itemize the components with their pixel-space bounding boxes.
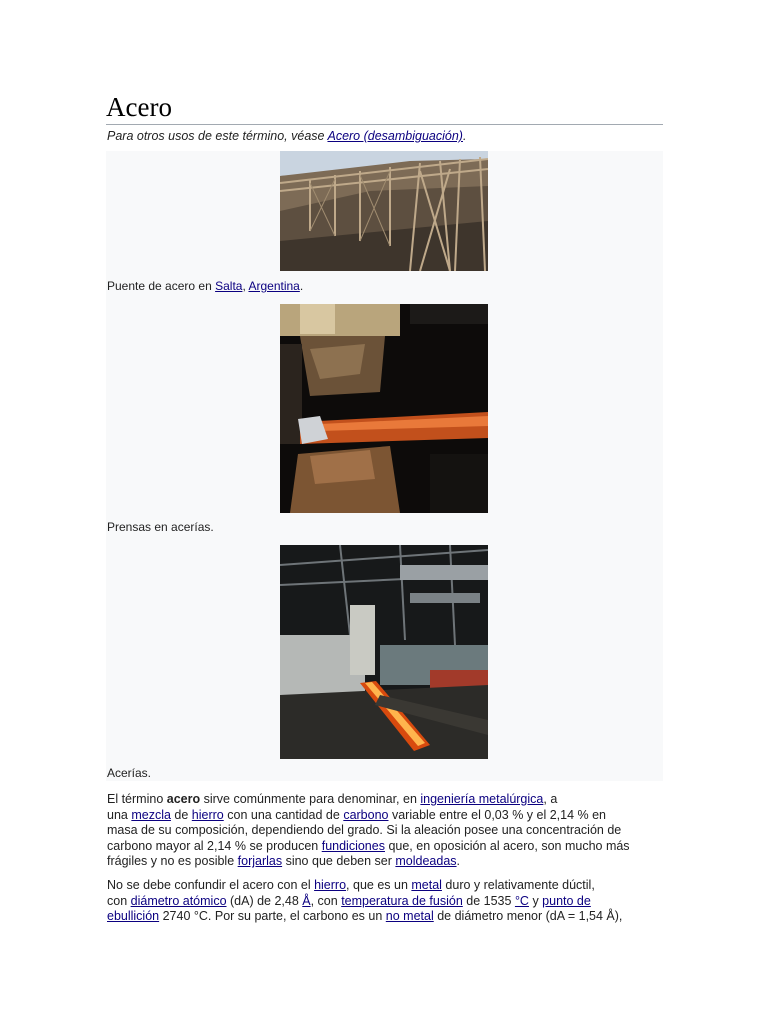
- second-paragraph: [107, 878, 663, 925]
- text-run: una: [107, 807, 132, 822]
- text-run: de diámetro menor (dA = 1,54 Å),: [433, 909, 623, 923]
- link-no-metal[interactable]: no metal: [385, 909, 434, 923]
- steel-mill-photo[interactable]: [280, 545, 488, 759]
- link-punto-de-ebullicion[interactable]: ebullición: [107, 909, 160, 923]
- text-run: con una cantidad de: [223, 807, 344, 822]
- text-run: variable entre el 0,03 % y el 2,14 % en: [388, 807, 606, 822]
- link-mezcla[interactable]: mezcla: [131, 807, 171, 822]
- caption-separator: ,: [242, 279, 249, 293]
- text-run: con: [107, 893, 131, 908]
- text-run: .: [456, 854, 461, 868]
- argentina-link[interactable]: Argentina: [248, 279, 300, 293]
- salta-link[interactable]: Salta: [215, 279, 243, 293]
- text-run: , que es un: [346, 878, 412, 892]
- caption-text: Puente de acero en: [107, 279, 216, 293]
- text-run: No se debe confundir el acero con el: [107, 878, 315, 892]
- bold-term: acero: [166, 792, 201, 806]
- steel-bridge-photo[interactable]: [280, 151, 488, 271]
- link-ingenieria-metalurgica[interactable]: ingeniería metalúrgica: [420, 792, 544, 806]
- text-run: duro y relativamente dúctil,: [441, 878, 595, 892]
- caption-suffix: .: [299, 279, 304, 293]
- mill-image: [280, 545, 488, 759]
- intro-paragraph: [107, 792, 663, 870]
- link-fundiciones[interactable]: fundiciones: [321, 838, 385, 853]
- figure-caption: Acerías.: [107, 766, 152, 780]
- link-forjarlas[interactable]: forjarlas: [237, 854, 283, 868]
- link-carbono[interactable]: carbono: [343, 807, 389, 822]
- link-moldeadas[interactable]: moldeadas: [395, 854, 457, 868]
- link-metal[interactable]: metal: [411, 878, 442, 892]
- link-diametro-atomico[interactable]: diámetro atómico: [130, 893, 227, 908]
- disambiguation-link[interactable]: Acero (desambiguación): [327, 129, 463, 143]
- text-run: sirve comúnmente para denominar, en: [200, 792, 421, 806]
- text-run: de: [170, 807, 192, 822]
- link-hierro[interactable]: hierro: [314, 878, 347, 892]
- text-run: , con: [310, 893, 342, 908]
- link-temperatura-de-fusion[interactable]: temperatura de fusión: [341, 893, 463, 908]
- link-grado-celsius[interactable]: °C: [514, 893, 529, 908]
- hatnote-text: Para otros usos de este término, véase: [107, 129, 328, 143]
- text-run: frágiles y no es posible: [107, 854, 238, 868]
- text-run: (dA) de 2,48: [226, 893, 303, 908]
- text-run: que, en oposición al acero, son mucho más: [384, 838, 630, 853]
- text-run: carbono mayor al 2,14 % se producen: [107, 838, 322, 853]
- figure-caption: [107, 279, 303, 294]
- text-run: y: [528, 893, 543, 908]
- title-divider: [106, 124, 663, 125]
- hatnote: [107, 128, 466, 144]
- steel-press-photo[interactable]: [280, 304, 488, 513]
- text-run: El término: [107, 792, 167, 806]
- link-punto-de-ebullicion[interactable]: punto de: [542, 893, 591, 908]
- figure-caption: Prensas en acerías.: [107, 520, 214, 534]
- press-image: [280, 304, 488, 513]
- link-angstrom[interactable]: Å: [302, 893, 311, 908]
- text-run: masa de su composición, dependiendo del grado. Si la aleación posee una concentración de: [107, 823, 622, 837]
- text-run: , a: [543, 792, 558, 806]
- text-run: de 1535: [462, 893, 515, 908]
- text-run: sino que deben ser: [282, 854, 396, 868]
- page-title: Acero: [106, 92, 172, 122]
- text-run: 2740 °C. Por su parte, el carbono es un: [159, 909, 386, 923]
- link-hierro[interactable]: hierro: [191, 807, 224, 822]
- bridge-image: [280, 151, 488, 271]
- hatnote-suffix: .: [462, 129, 467, 143]
